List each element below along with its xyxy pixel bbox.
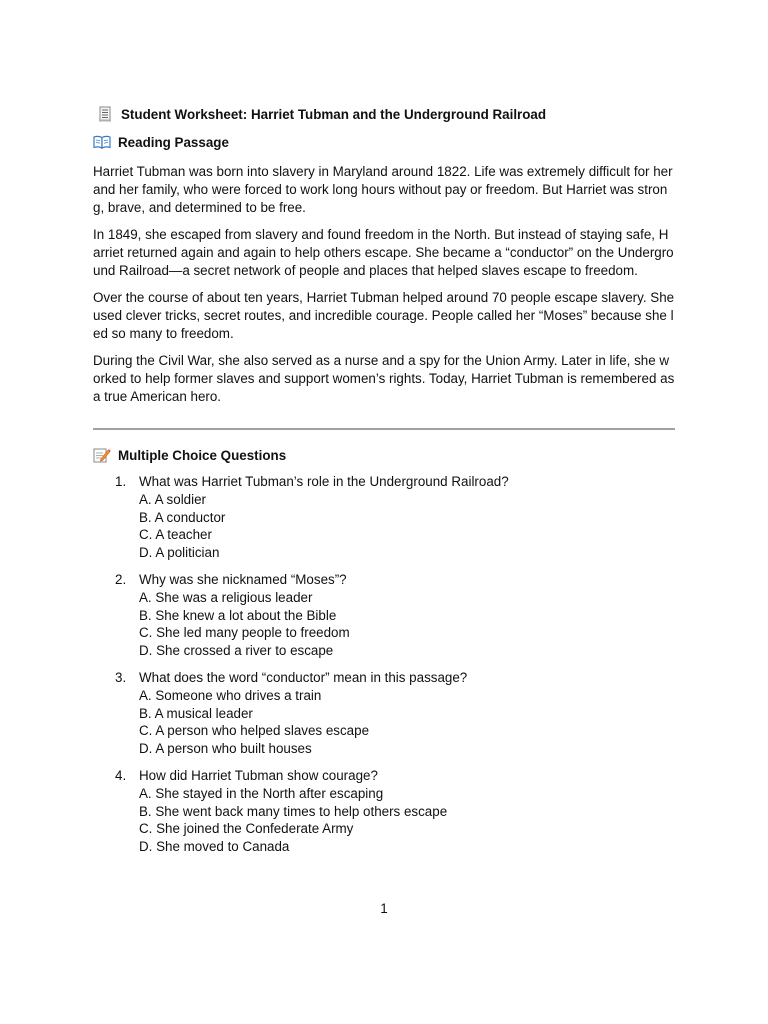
question-text: How did Harriet Tubman show courage? <box>139 767 378 783</box>
passage-paragraph-1: Harriet Tubman was born into slavery in Maryland around 1822. Life was extremely difficult for her and her family, who were forced to work long hours without pay or freedom. But Harriet was strong, brave, and determined to be free. <box>93 164 673 215</box>
answer-option: C. She joined the Confederate Army <box>139 821 354 837</box>
reading-passage-heading <box>93 132 675 152</box>
question-number: 1. <box>115 474 127 489</box>
question-text: What was Harriet Tubman’s role in the Underground Railroad? <box>139 474 509 489</box>
answer-option: B. She knew a lot about the Bible <box>139 607 337 623</box>
answer-option: B. A musical leader <box>139 705 253 721</box>
question-number: 2. <box>115 571 127 587</box>
answer-option: D. A politician <box>139 545 220 561</box>
passage-paragraph-4: During the Civil War, she also served as a nurse and a spy for the Union Army. Later in life, she worked to help former slaves and support women’s rights. Today, Harriet Tubman is remembered as a true American hero. <box>93 353 675 404</box>
answer-option: A. She was a religious leader <box>139 589 313 605</box>
question-list <box>93 473 675 856</box>
question-text: Why was she nicknamed “Moses”? <box>139 571 347 587</box>
answer-option: A. Someone who drives a train <box>139 687 322 703</box>
answer-option: C. A person who helped slaves escape <box>139 723 370 739</box>
section-divider <box>93 428 675 430</box>
answer-option: C. She led many people to freedom <box>139 625 350 641</box>
worksheet-title-heading <box>96 104 675 124</box>
passage-paragraph-3: Over the course of about ten years, Harriet Tubman helped around 70 people escape slavery. She used clever tricks, secret routes, and incredible courage. People called her “Moses” because she led so many to freedom. <box>93 290 675 341</box>
memo-pencil-icon <box>93 447 111 463</box>
reading-passage-label: Reading Passage <box>118 134 229 150</box>
worksheet-title: Student Worksheet: Harriet Tubman and the Underground Railroad <box>121 106 547 122</box>
question-item <box>93 473 675 562</box>
question-text: What does the word “conductor” mean in this passage? <box>139 669 468 685</box>
page-number: 1 <box>380 901 388 916</box>
question-item <box>93 571 675 660</box>
question-item <box>93 669 675 758</box>
answer-option: D. A person who built houses <box>139 741 312 757</box>
question-number: 4. <box>115 767 127 783</box>
open-book-icon <box>93 134 111 150</box>
answer-option: B. She went back many times to help others escape <box>139 803 448 819</box>
question-number: 3. <box>115 669 127 685</box>
mcq-heading <box>93 445 675 465</box>
document-scroll-icon <box>96 106 114 122</box>
passage-paragraph-2: In 1849, she escaped from slavery and found freedom in the North. But instead of staying safe, Harriet returned again and again to help others escape. She became a “conductor” on the Underground Railroad—a secret network of people and places that helped slaves escape to freedom. <box>93 227 674 278</box>
answer-option: C. A teacher <box>139 527 212 543</box>
answer-option: A. A soldier <box>139 491 206 507</box>
answer-option: D. She crossed a river to escape <box>139 643 334 659</box>
answer-option: D. She moved to Canada <box>139 839 290 855</box>
answer-option: B. A conductor <box>139 509 226 525</box>
answer-option: A. She stayed in the North after escaping <box>139 785 384 801</box>
worksheet-content <box>93 104 675 865</box>
question-item <box>93 767 675 856</box>
mcq-heading-label: Multiple Choice Questions <box>118 447 287 463</box>
